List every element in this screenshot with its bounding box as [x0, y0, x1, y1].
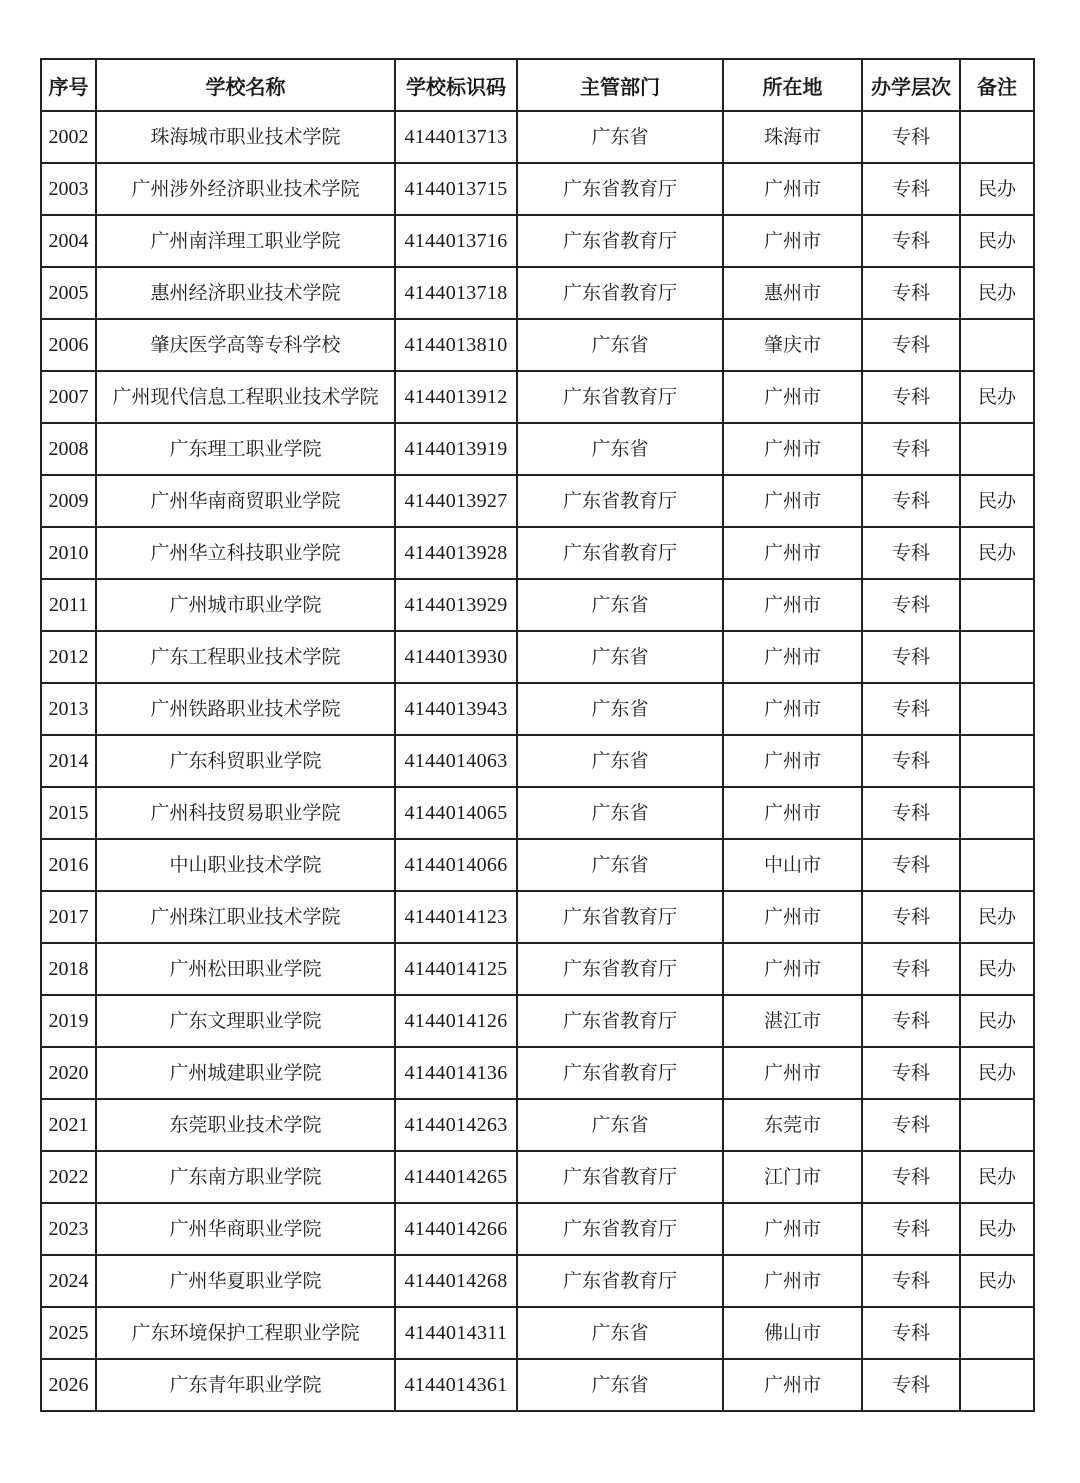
location-cell: 广州市 [723, 1359, 862, 1411]
location-cell: 珠海市 [723, 111, 862, 163]
level-cell: 专科 [862, 579, 960, 631]
remark-cell [960, 839, 1034, 891]
remark-cell: 民办 [960, 527, 1034, 579]
location-cell: 广州市 [723, 735, 862, 787]
level-cell: 专科 [862, 1099, 960, 1151]
remark-cell [960, 423, 1034, 475]
location-cell: 广州市 [723, 579, 862, 631]
row-index-cell: 2003 [41, 163, 96, 215]
school-code-cell: 4144014136 [395, 1047, 517, 1099]
department-cell: 广东省 [517, 1099, 723, 1151]
row-index-cell: 2014 [41, 735, 96, 787]
department-cell: 广东省教育厅 [517, 1151, 723, 1203]
school-name-cell: 广东工程职业技术学院 [96, 631, 395, 683]
table-row [41, 1151, 1034, 1203]
department-cell: 广东省 [517, 787, 723, 839]
school-code-cell: 4144014126 [395, 995, 517, 1047]
remark-cell [960, 787, 1034, 839]
level-cell: 专科 [862, 1307, 960, 1359]
remark-cell: 民办 [960, 215, 1034, 267]
row-index-cell: 2009 [41, 475, 96, 527]
department-cell: 广东省教育厅 [517, 163, 723, 215]
row-index-cell: 2017 [41, 891, 96, 943]
remark-cell: 民办 [960, 371, 1034, 423]
department-cell: 广东省 [517, 111, 723, 163]
table-row [41, 215, 1034, 267]
school-code-cell: 4144014065 [395, 787, 517, 839]
school-code-cell: 4144013929 [395, 579, 517, 631]
school-name-cell: 惠州经济职业技术学院 [96, 267, 395, 319]
row-index-cell: 2011 [41, 579, 96, 631]
remark-cell [960, 111, 1034, 163]
table-row [41, 943, 1034, 995]
school-code-cell: 4144013943 [395, 683, 517, 735]
table-body [41, 111, 1034, 1411]
school-name-cell: 广东环境保护工程职业学院 [96, 1307, 395, 1359]
header-level: 办学层次 [862, 59, 960, 111]
school-name-cell: 中山职业技术学院 [96, 839, 395, 891]
school-code-cell: 4144013919 [395, 423, 517, 475]
department-cell: 广东省 [517, 735, 723, 787]
department-cell: 广东省 [517, 423, 723, 475]
location-cell: 广州市 [723, 1203, 862, 1255]
school-code-cell: 4144013930 [395, 631, 517, 683]
table-row [41, 631, 1034, 683]
location-cell: 广州市 [723, 683, 862, 735]
table-row [41, 163, 1034, 215]
level-cell: 专科 [862, 1203, 960, 1255]
school-code-cell: 4144013716 [395, 215, 517, 267]
remark-cell [960, 1099, 1034, 1151]
location-cell: 惠州市 [723, 267, 862, 319]
school-name-cell: 广东理工职业学院 [96, 423, 395, 475]
level-cell: 专科 [862, 371, 960, 423]
school-name-cell: 广州铁路职业技术学院 [96, 683, 395, 735]
row-index-cell: 2002 [41, 111, 96, 163]
location-cell: 广州市 [723, 891, 862, 943]
remark-cell: 民办 [960, 1255, 1034, 1307]
table-row [41, 995, 1034, 1047]
table-row [41, 1307, 1034, 1359]
school-name-cell: 广州华南商贸职业学院 [96, 475, 395, 527]
location-cell: 广州市 [723, 1047, 862, 1099]
department-cell: 广东省 [517, 1359, 723, 1411]
row-index-cell: 2025 [41, 1307, 96, 1359]
table-row [41, 735, 1034, 787]
location-cell: 广州市 [723, 371, 862, 423]
school-code-cell: 4144014266 [395, 1203, 517, 1255]
school-name-cell: 广东青年职业学院 [96, 1359, 395, 1411]
row-index-cell: 2018 [41, 943, 96, 995]
table-row [41, 527, 1034, 579]
school-code-cell: 4144014361 [395, 1359, 517, 1411]
location-cell: 东莞市 [723, 1099, 862, 1151]
remark-cell: 民办 [960, 1047, 1034, 1099]
table-row [41, 1203, 1034, 1255]
school-code-cell: 4144014311 [395, 1307, 517, 1359]
school-name-cell: 珠海城市职业技术学院 [96, 111, 395, 163]
location-cell: 广州市 [723, 163, 862, 215]
location-cell: 广州市 [723, 787, 862, 839]
school-code-cell: 4144013718 [395, 267, 517, 319]
remark-cell: 民办 [960, 891, 1034, 943]
row-index-cell: 2005 [41, 267, 96, 319]
header-row [41, 59, 1034, 111]
remark-cell: 民办 [960, 475, 1034, 527]
level-cell: 专科 [862, 943, 960, 995]
department-cell: 广东省 [517, 839, 723, 891]
location-cell: 广州市 [723, 475, 862, 527]
remark-cell: 民办 [960, 1203, 1034, 1255]
table-row [41, 423, 1034, 475]
school-name-cell: 广州华夏职业学院 [96, 1255, 395, 1307]
header-index: 序号 [41, 59, 96, 111]
school-code-cell: 4144014123 [395, 891, 517, 943]
level-cell: 专科 [862, 995, 960, 1047]
remark-cell: 民办 [960, 995, 1034, 1047]
school-code-cell: 4144013927 [395, 475, 517, 527]
department-cell: 广东省 [517, 631, 723, 683]
location-cell: 佛山市 [723, 1307, 862, 1359]
table-row [41, 111, 1034, 163]
school-code-cell: 4144014125 [395, 943, 517, 995]
school-list-table [40, 58, 1035, 1412]
table-row [41, 1359, 1034, 1411]
table-header [41, 59, 1034, 111]
location-cell: 广州市 [723, 215, 862, 267]
level-cell: 专科 [862, 683, 960, 735]
school-code-cell: 4144014268 [395, 1255, 517, 1307]
department-cell: 广东省教育厅 [517, 995, 723, 1047]
school-name-cell: 广州城建职业学院 [96, 1047, 395, 1099]
school-code-cell: 4144014265 [395, 1151, 517, 1203]
school-name-cell: 广州华商职业学院 [96, 1203, 395, 1255]
header-school-code: 学校标识码 [395, 59, 517, 111]
school-name-cell: 肇庆医学高等专科学校 [96, 319, 395, 371]
row-index-cell: 2021 [41, 1099, 96, 1151]
remark-cell [960, 735, 1034, 787]
remark-cell [960, 319, 1034, 371]
level-cell: 专科 [862, 319, 960, 371]
row-index-cell: 2016 [41, 839, 96, 891]
table-row [41, 787, 1034, 839]
department-cell: 广东省教育厅 [517, 943, 723, 995]
remark-cell [960, 631, 1034, 683]
table-row [41, 683, 1034, 735]
level-cell: 专科 [862, 891, 960, 943]
table-row [41, 267, 1034, 319]
level-cell: 专科 [862, 475, 960, 527]
department-cell: 广东省教育厅 [517, 891, 723, 943]
location-cell: 广州市 [723, 1255, 862, 1307]
school-name-cell: 广州华立科技职业学院 [96, 527, 395, 579]
table-row [41, 839, 1034, 891]
school-name-cell: 广州现代信息工程职业技术学院 [96, 371, 395, 423]
location-cell: 湛江市 [723, 995, 862, 1047]
department-cell: 广东省教育厅 [517, 527, 723, 579]
table-row [41, 1047, 1034, 1099]
row-index-cell: 2008 [41, 423, 96, 475]
department-cell: 广东省教育厅 [517, 475, 723, 527]
row-index-cell: 2006 [41, 319, 96, 371]
table-row [41, 579, 1034, 631]
department-cell: 广东省教育厅 [517, 267, 723, 319]
header-department: 主管部门 [517, 59, 723, 111]
department-cell: 广东省教育厅 [517, 1047, 723, 1099]
school-name-cell: 广东南方职业学院 [96, 1151, 395, 1203]
school-name-cell: 东莞职业技术学院 [96, 1099, 395, 1151]
header-school-name: 学校名称 [96, 59, 395, 111]
level-cell: 专科 [862, 631, 960, 683]
location-cell: 广州市 [723, 631, 862, 683]
table-row [41, 319, 1034, 371]
remark-cell [960, 1307, 1034, 1359]
level-cell: 专科 [862, 1255, 960, 1307]
level-cell: 专科 [862, 1047, 960, 1099]
level-cell: 专科 [862, 1359, 960, 1411]
location-cell: 广州市 [723, 423, 862, 475]
level-cell: 专科 [862, 215, 960, 267]
location-cell: 江门市 [723, 1151, 862, 1203]
remark-cell: 民办 [960, 163, 1034, 215]
table-row [41, 371, 1034, 423]
level-cell: 专科 [862, 1151, 960, 1203]
department-cell: 广东省教育厅 [517, 1203, 723, 1255]
school-code-cell: 4144013928 [395, 527, 517, 579]
school-name-cell: 广东文理职业学院 [96, 995, 395, 1047]
level-cell: 专科 [862, 839, 960, 891]
remark-cell: 民办 [960, 267, 1034, 319]
location-cell: 中山市 [723, 839, 862, 891]
school-code-cell: 4144013715 [395, 163, 517, 215]
level-cell: 专科 [862, 267, 960, 319]
school-name-cell: 广州城市职业学院 [96, 579, 395, 631]
department-cell: 广东省 [517, 579, 723, 631]
row-index-cell: 2004 [41, 215, 96, 267]
school-code-cell: 4144013912 [395, 371, 517, 423]
row-index-cell: 2023 [41, 1203, 96, 1255]
remark-cell [960, 579, 1034, 631]
level-cell: 专科 [862, 163, 960, 215]
school-code-cell: 4144014066 [395, 839, 517, 891]
school-name-cell: 广东科贸职业学院 [96, 735, 395, 787]
school-code-cell: 4144013713 [395, 111, 517, 163]
row-index-cell: 2020 [41, 1047, 96, 1099]
row-index-cell: 2026 [41, 1359, 96, 1411]
table-row [41, 1099, 1034, 1151]
remark-cell: 民办 [960, 1151, 1034, 1203]
level-cell: 专科 [862, 787, 960, 839]
row-index-cell: 2024 [41, 1255, 96, 1307]
header-location: 所在地 [723, 59, 862, 111]
table-row [41, 475, 1034, 527]
location-cell: 广州市 [723, 527, 862, 579]
level-cell: 专科 [862, 423, 960, 475]
remark-cell [960, 1359, 1034, 1411]
table-row [41, 1255, 1034, 1307]
row-index-cell: 2010 [41, 527, 96, 579]
level-cell: 专科 [862, 111, 960, 163]
school-code-cell: 4144014263 [395, 1099, 517, 1151]
department-cell: 广东省教育厅 [517, 1255, 723, 1307]
table-row [41, 891, 1034, 943]
row-index-cell: 2019 [41, 995, 96, 1047]
location-cell: 肇庆市 [723, 319, 862, 371]
level-cell: 专科 [862, 735, 960, 787]
row-index-cell: 2007 [41, 371, 96, 423]
school-code-cell: 4144013810 [395, 319, 517, 371]
department-cell: 广东省 [517, 1307, 723, 1359]
location-cell: 广州市 [723, 943, 862, 995]
department-cell: 广东省教育厅 [517, 371, 723, 423]
row-index-cell: 2022 [41, 1151, 96, 1203]
remark-cell: 民办 [960, 943, 1034, 995]
school-code-cell: 4144014063 [395, 735, 517, 787]
row-index-cell: 2013 [41, 683, 96, 735]
row-index-cell: 2012 [41, 631, 96, 683]
header-remark: 备注 [960, 59, 1034, 111]
school-name-cell: 广州松田职业学院 [96, 943, 395, 995]
department-cell: 广东省教育厅 [517, 215, 723, 267]
school-name-cell: 广州科技贸易职业学院 [96, 787, 395, 839]
level-cell: 专科 [862, 527, 960, 579]
department-cell: 广东省 [517, 683, 723, 735]
department-cell: 广东省 [517, 319, 723, 371]
remark-cell [960, 683, 1034, 735]
row-index-cell: 2015 [41, 787, 96, 839]
school-name-cell: 广州南洋理工职业学院 [96, 215, 395, 267]
school-name-cell: 广州珠江职业技术学院 [96, 891, 395, 943]
school-name-cell: 广州涉外经济职业技术学院 [96, 163, 395, 215]
